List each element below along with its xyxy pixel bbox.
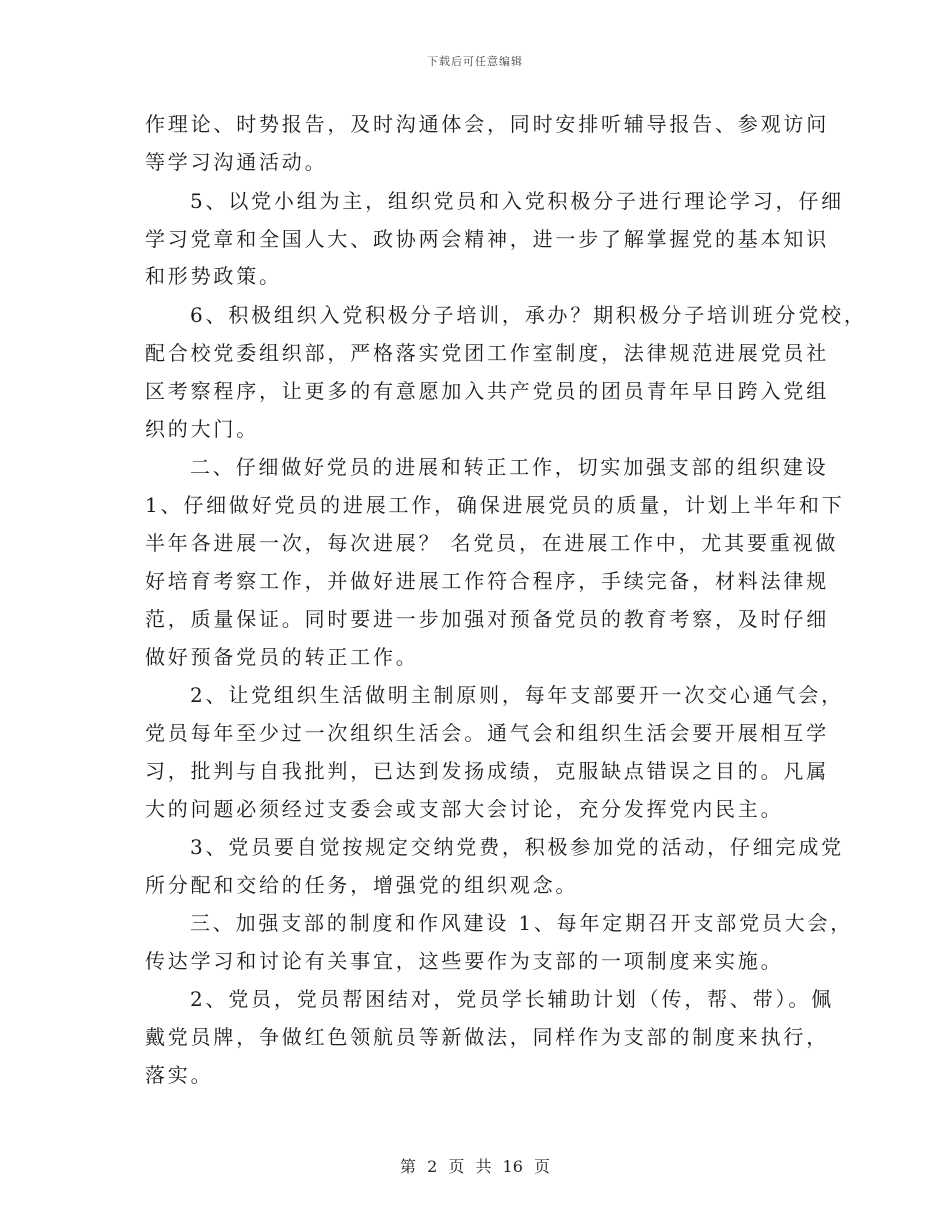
body-line: 半年各进展一次，每次进展？ 名党员，在进展工作中，尤其要重视做	[145, 531, 839, 555]
body-line: 等学习沟通活动。	[145, 150, 328, 174]
body-line: 1、仔细做好党员的进展工作，确保进展党员的质量，计划上半年和下	[145, 493, 845, 517]
page-number: 第 2 页 共 16 页	[400, 1157, 550, 1176]
body-line: 习，批判与自我批判，已达到发扬成绩，克服缺点错误之目的。凡属	[145, 759, 829, 783]
section-heading: 二、仔细做好党员的进展和转正工作，切实加强支部的组织建设	[190, 455, 829, 479]
body-line: 作理论、时势报告，及时沟通体会，同时安排听辅导报告、参观访问	[145, 112, 829, 136]
body-line: 区考察程序，让更多的有意愿加入共产党员的团员青年早日跨入党组	[145, 379, 829, 403]
body-line: 戴党员牌，争做红色领航员等新做法，同样作为支部的制度来执行，	[145, 1025, 829, 1049]
section-heading: 三、加强支部的制度和作风建设 1、每年定期召开支部党员大会，	[190, 911, 854, 935]
body-line: 配合校党委组织部，严格落实党团工作室制度，法律规范进展党员社	[145, 341, 829, 365]
body-line: 2、让党组织生活做明主制原则，每年支部要开一次交心通气会，	[190, 683, 844, 707]
page-header: 下载后可任意编辑	[427, 55, 523, 68]
body-line: 范，质量保证。同时要进一步加强对预备党员的教育考察，及时仔细	[145, 607, 829, 631]
body-line: 5、以党小组为主，组织党员和入党积极分子进行理论学习，仔细	[190, 189, 844, 213]
body-line: 3、党员要自觉按规定交纳党费，积极参加党的活动，仔细完成党	[190, 835, 844, 859]
body-line: 好培育考察工作，并做好进展工作符合程序，手续完备，材料法律规	[145, 569, 829, 593]
body-line: 落实。	[145, 1063, 214, 1087]
body-line: 织的大门。	[145, 417, 259, 441]
body-line: 做好预备党员的转正工作。	[145, 645, 419, 669]
body-line: 2、党员，党员帮困结对，党员学长辅助计划（传，帮、带）。佩	[190, 987, 834, 1011]
body-line: 学习党章和全国人大、政协两会精神，进一步了解掌握党的基本知识	[145, 227, 829, 251]
body-line: 党员每年至少过一次组织生活会。通气会和组织生活会要开展相互学	[145, 721, 829, 745]
body-line: 传达学习和讨论有关事宜，这些要作为支部的一项制度来实施。	[145, 949, 784, 973]
body-line: 6、积极组织入党积极分子培训，承办？期积极分子培训班分党校，	[190, 303, 867, 327]
body-line: 大的问题必须经过支委会或支部大会讨论，充分发挥党内民主。	[145, 797, 784, 821]
body-line: 和形势政策。	[145, 264, 282, 288]
body-line: 所分配和交给的任务，增强党的组织观念。	[145, 873, 579, 897]
